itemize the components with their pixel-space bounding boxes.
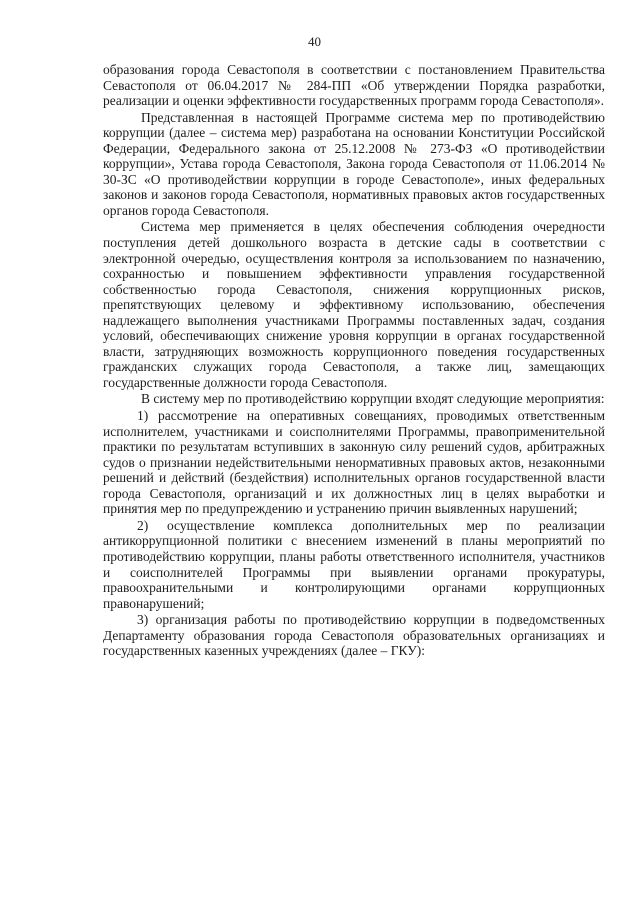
paragraph-program-order: образования города Севастополя в соответствии с постановлением Правительства Севастополя от 06.04.2017 № 284-ПП «Об утверждении Порядка разработки, реализации и оценки эффективности государственных программ города Севастополя».	[103, 62, 605, 109]
page-number: 40	[308, 34, 321, 49]
document-body	[103, 62, 605, 660]
list-item-3: 3) организация работы по противодействию коррупции в подведомственных Департаменту образования города Севастополя образовательных организациях и государственных казенных учреждениях (далее – ГКУ):	[103, 612, 605, 659]
list-item-1: 1) рассмотрение на оперативных совещаниях, проводимых ответственным исполнителем, участниками и соисполнителями Программы, правоприменительной практики по результатам вступивших в законную силу решений судов, арбитражных судов о признании недействительными ненормативных правовых актов, незаконными решений и действий (бездействия) исполнительных органов государственной власти города Севастополя, организаций и их должностных лиц в целях выработки и принятия мер по предупреждению и устранению причин выявленных нарушений;	[103, 408, 605, 517]
paragraph-system-goals: Система мер применяется в целях обеспечения соблюдения очередности поступления детей дошкольного возраста в детские сады в соответствии с электронной очередью, осуществления контроля за использованием по назначению, сохранностью и повышением эффективности управления государственной собственностью города Севастополя, снижения коррупционных рисков, препятствующих целевому и эффективному использованию, обеспечения надлежащего выполнения участниками Программы поставленных задач, создания условий, обеспечивающих снижение уровня коррупции в органах государственной власти, затрудняющих возможность коррупционного поведения государственных гражданских служащих города Севастополя, а также лиц, замещающих государственные должности города Севастополя.	[103, 219, 605, 390]
paragraph-system-basis: Представленная в настоящей Программе система мер по противодействию коррупции (далее – система мер) разработана на основании Конституции Российской Федерации, Федерального закона от 25.12.2008 № 273-ФЗ «О противодействии коррупции», Устава города Севастополя, Закона города Севастополя от 11.06.2014 № 30-ЗС «О противодействии коррупции в городе Севастополе», иных федеральных законов и законов города Севастополя, нормативных правовых актов государственных органов города Севастополя.	[103, 109, 605, 218]
paragraph-measures-intro: В систему мер по противодействию коррупции входят следующие мероприятия:	[141, 391, 605, 407]
list-item-2: 2) осуществление комплекса дополнительных мер по реализации антикоррупционной политики с внесением изменений в планы мероприятий по противодействию коррупции, планы работы ответственного исполнителя, участников и соисполнителей Программы при выявлении органами прокуратуры, правоохранительными и контролирующими органами коррупционных правонарушений;	[103, 517, 605, 611]
